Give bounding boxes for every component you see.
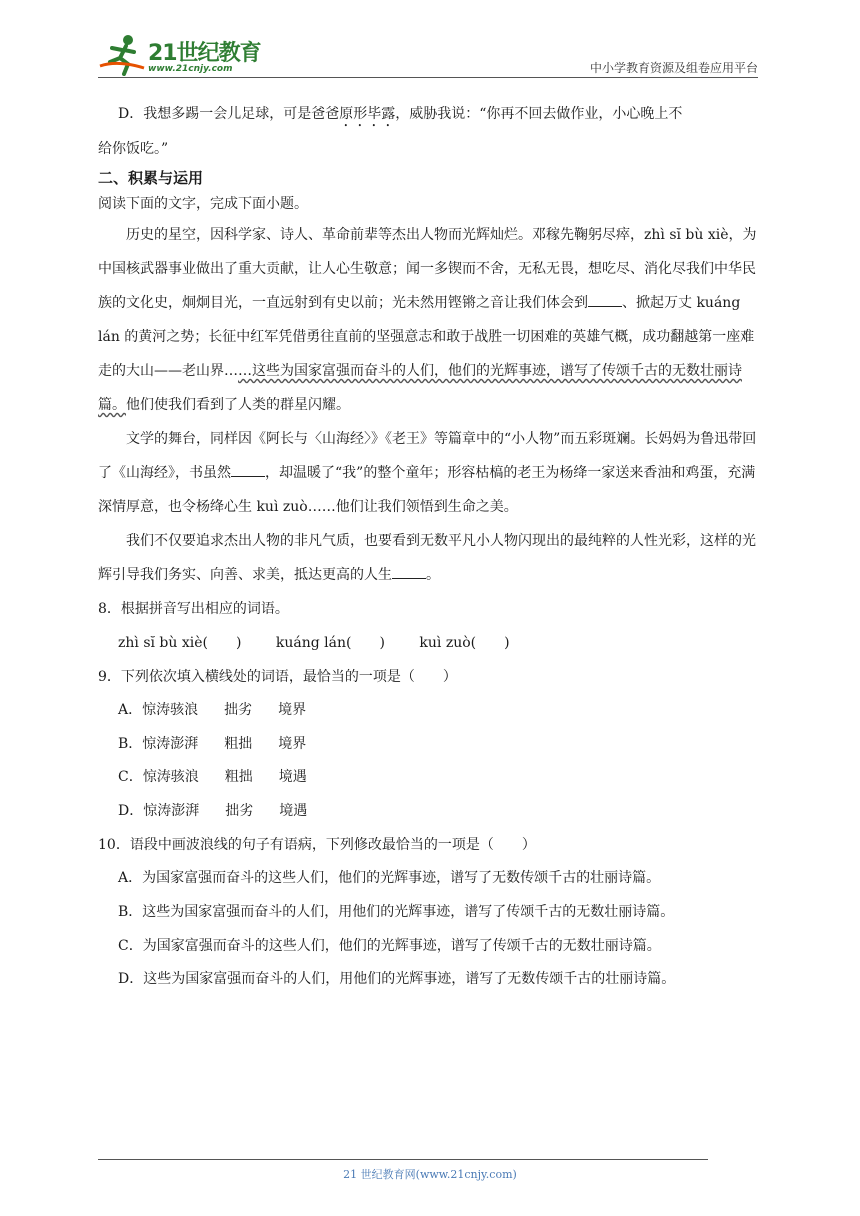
option-word: 境遇 [279,802,308,819]
question-10-option-b: B．这些为国家富强而奋斗的人们，用他们的光辉事迹，谱写了传颂千古的无数壮丽诗篇。 [118,903,675,920]
option-word: 境界 [278,702,307,718]
header-divider [98,77,758,78]
question-9-option-d [98,795,762,829]
passage-text: 。 [426,567,440,583]
pinyin-item: zhì sĭ bù xiè( ) [118,635,242,651]
option-word: 惊涛澎湃 [142,735,199,752]
option-label: C． [118,769,143,786]
option-word: 惊涛骇浪 [142,769,199,786]
pinyin-item: kuì zuò( ) [419,635,510,651]
wavy-underlined-sentence: …这些为国家富强而奋斗的人们，他们的光辉事迹，谱写了传颂千古的无数壮丽诗篇。 [98,363,742,413]
question-10-option-a: A．为国家富强而奋斗的这些人们，他们的光辉事迹，谱写了无数传颂千古的壮丽诗篇。 [118,870,661,887]
runner-logo-icon [98,32,146,76]
passage-text: 我们不仅要追求杰出人物的非凡气质，也要看到无数平凡小人物闪现出的最纯粹的人性光彩，这样的光辉引导我们务实、向善、求美，抵达更高的人生 [98,533,756,583]
section-title: 二、积累与运用 [98,169,204,187]
passage-text: 他们使我们看到了人类的群星闪耀。 [126,397,350,413]
question-9-option-b [98,728,762,762]
option-word: 惊涛澎湃 [143,802,200,819]
previous-option-d [98,96,762,132]
fill-blank [392,566,426,579]
fill-blank [588,294,622,307]
page-footer: 21 世纪教育网(www.21cnjy.com) [343,1168,517,1181]
passage-paragraph-2 [98,422,762,524]
option-word: 拙劣 [224,702,253,718]
option-text: D．我想多踢一会儿足球，可是爸爸 [118,106,340,122]
section-intro: 阅读下面的文字，完成下面小题。 [98,196,308,212]
option-word: 境界 [278,735,307,752]
pinyin-item: kuáng lán( ) [275,635,385,651]
question-10-option-c: C．为国家富强而奋斗的这些人们，他们的光辉事迹，谱写了传颂千古的无数壮丽诗篇。 [118,937,661,954]
question-10-option-d: D．这些为国家富强而奋斗的人们，用他们的光辉事迹，谱写了无数传颂千古的壮丽诗篇。 [118,971,676,988]
option-text: ，威胁我说：“你再不回去做作业，小心晚上不 [395,106,683,122]
passage-text: 历史的星空，因科学家、诗人、革命前辈等杰出人物而光辉灿烂。邓稼先鞠躬尽瘁，zhì sĭ bù xiè，为中国核武器事业做出了重大贡献，让人心生敬意；闻一多锲而不舍，无私无畏，想吃尽、消化尽我们中华民族的文化史，炯炯目光，一直远射到有史以前；光未然用铿锵之音让我们体会到 [98,227,757,311]
question-9-option-a [98,694,762,728]
header-platform-text: 中小学教育资源及组卷应用平台 [589,61,758,75]
option-word: 粗拙 [224,769,253,786]
passage-text: 文学的舞台，同样因《阿长与〈山海经〉》《老王》等篇章中的“小人物”而五彩斑斓。长妈妈为鲁迅带回了《山海经》，书虽然 [98,431,757,481]
option-label: B． [118,735,143,752]
site-logo [98,32,268,76]
passage-text: 、掀起万丈 kuáng lán 的黄河之势；长征中红军凭借勇往直前的坚强意志和敢于战胜一切困难的英雄气概，成功翻越第一座难走的大山——老山界… [98,295,755,379]
option-label: D． [118,802,144,819]
document-body [98,96,762,997]
option-word: 惊涛骇浪 [142,702,199,718]
logo-url: www.21cnjy.com [148,64,233,74]
option-label: A． [118,702,143,718]
option-word: 拙劣 [225,802,254,819]
question-9-option-c [98,761,762,795]
question-8-items [98,626,762,660]
passage-paragraph-3 [98,524,762,592]
footer-divider [98,1159,708,1160]
dotted-word: 原形毕露 [339,106,396,122]
logo-text: 21世纪教育 [148,41,261,66]
passage-paragraph-1 [98,218,762,422]
passage-text: ，却温暖了“我”的整个童年；形容枯槁的老王为杨绛一家送来香油和鸡蛋，充满深情厚意，也令杨绛心生 kuì zuò……他们让我们领悟到生命之美。 [98,465,756,515]
option-word: 粗拙 [224,735,253,752]
option-word: 境遇 [278,769,307,786]
previous-option-d-line2: 给你饭吃。” [98,141,169,157]
page-header [98,30,758,78]
question-8-stem: 8．根据拼音写出相应的词语。 [98,601,289,617]
question-9-stem: 9．下列依次填入横线处的词语，最恰当的一项是（ ） [98,669,457,685]
question-10-stem: 10．语段中画波浪线的句子有语病，下列修改最恰当的一项是（ ） [98,837,536,854]
fill-blank [231,464,265,477]
